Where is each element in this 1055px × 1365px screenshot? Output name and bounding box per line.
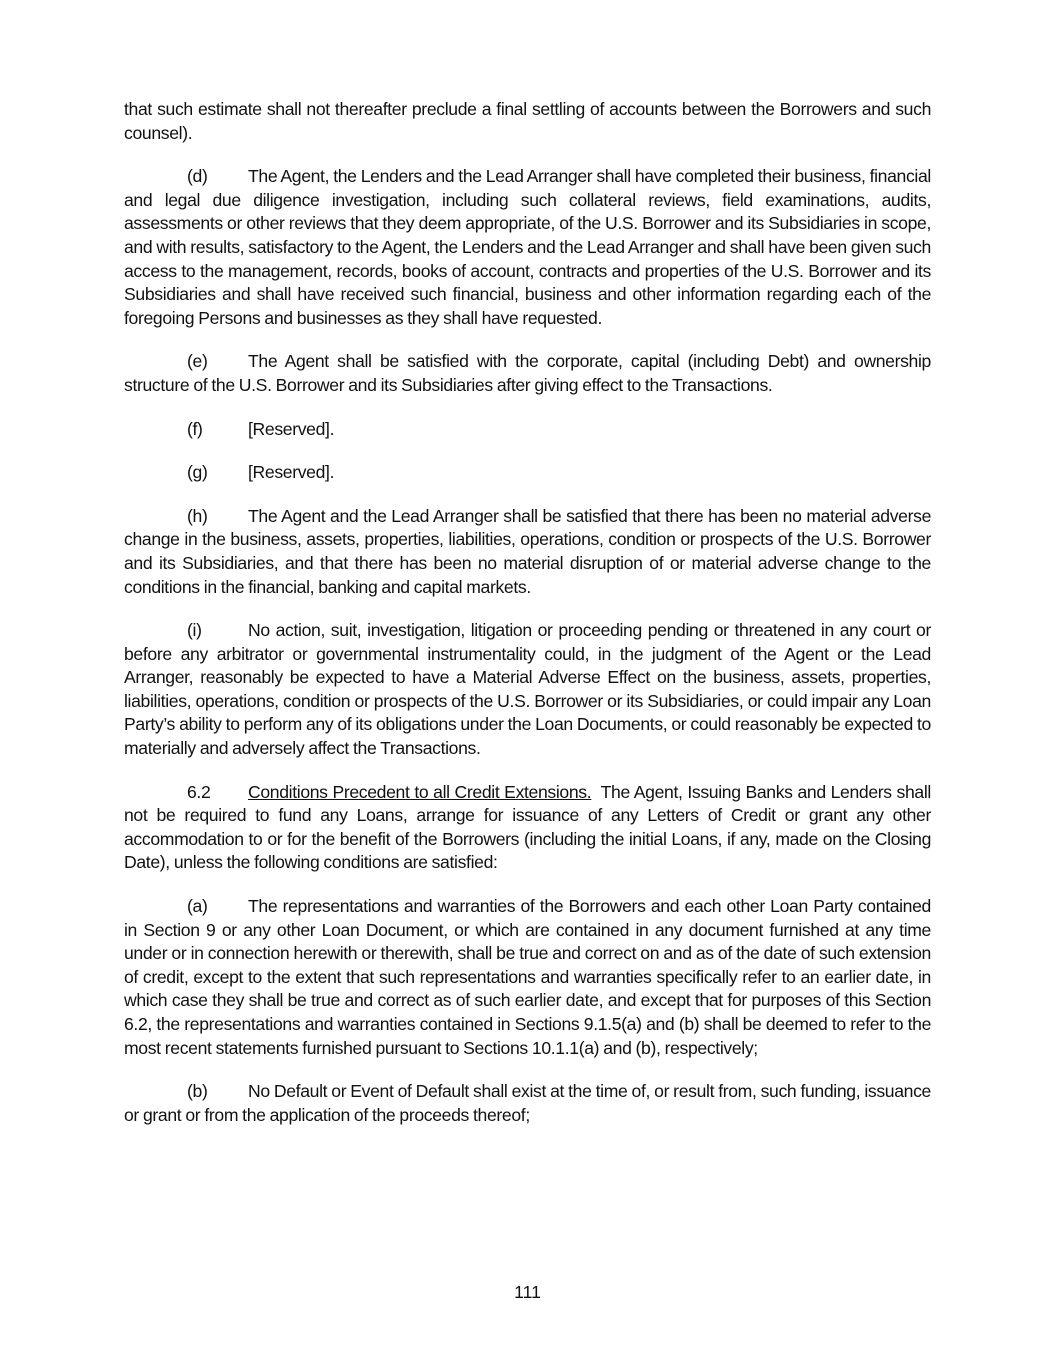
paragraph-text: The Agent shall be satisfied with the corporate, capital (including Debt) and ownership structure of the U.S. Borrower and its Subsidiaries after giving effect to the Transactions. <box>124 351 931 395</box>
paragraph-text: [Reserved]. <box>248 418 335 439</box>
paragraph-i <box>124 619 931 761</box>
section-6-2 <box>124 781 931 875</box>
paragraph-e <box>124 350 931 397</box>
paragraph-text: No action, suit, investigation, litigation or proceeding pending or threatened in any court or before any arbitrator or governmental instrumentality could, in the judgment of the Agent or the Lead Arranger, reasonably be expected to have a Material Adverse Effect on the business, assets, properties, liabilities, operations, condition or prospects of the U.S. Borrower or its Subsidiaries, or could impair any Loan Party’s ability to perform any of its obligations under the Loan Documents, or could reasonably be expected to materially and adversely affect the Transactions. <box>124 620 931 759</box>
paragraph-number: (a) <box>187 896 208 917</box>
paragraph-f <box>124 418 931 442</box>
paragraph-a <box>124 895 931 1060</box>
paragraph-number: (i) <box>187 620 202 641</box>
document-page <box>124 98 931 1147</box>
paragraph-h <box>124 505 931 599</box>
paragraph-number: (e) <box>187 351 208 372</box>
paragraph-text: The Agent, the Lenders and the Lead Arranger shall have completed their business, financial and legal due diligence investigation, including such collateral reviews, field examinations, audits, assessments or other reviews that they deem appropriate, of the U.S. Borrower and its Subsidiaries in scope, and with results, satisfactory to the Agent, the Lenders and the Lead Arranger and shall have been given such access to the management, records, books of account, contracts and properties of the U.S. Borrower and its Subsidiaries and shall have received such financial, business and other information regarding each of the foregoing Persons and businesses as they shall have requested. <box>124 166 931 328</box>
paragraph-text: [Reserved]. <box>248 462 335 483</box>
section-number: 6.2 <box>187 781 211 802</box>
paragraph-number: (b) <box>187 1081 208 1102</box>
paragraph-g <box>124 461 931 485</box>
section-text: The Agent, Issuing Banks and Lenders shall not be required to fund any Loans, arrange for issuance of any Letters of Credit or grant any other accommodation to or for the benefit of the Borrowers (including the initial Loans, if any, made on the Closing Date), unless the following conditions are satisfied: <box>124 781 931 873</box>
paragraph-text: The Agent and the Lead Arranger shall be satisfied that there has been no material adverse change in the business, assets, properties, liabilities, operations, condition or prospects of the U.S. Borrower and its Subsidiaries, and that there has been no material disruption of or material adverse change to the conditions in the financial, banking and capital markets. <box>124 505 931 597</box>
section-heading: Conditions Precedent to all Credit Extensions. <box>248 781 592 802</box>
paragraph-number: (d) <box>187 166 208 187</box>
intro-paragraph: that such estimate shall not thereafter preclude a final settling of accounts between the Borrowers and such counsel). <box>124 99 931 143</box>
paragraph-b <box>124 1080 931 1127</box>
paragraph-number: (f) <box>187 418 203 439</box>
paragraph-d <box>124 165 931 330</box>
paragraph-text: No Default or Event of Default shall exist at the time of, or result from, such funding, issuance or grant or from the application of the proceeds thereof; <box>124 1081 931 1125</box>
paragraph-number: (g) <box>187 462 208 483</box>
paragraph-text: The representations and warranties of the Borrowers and each other Loan Party contained in Section 9 or any other Loan Document, or which are contained in any document furnished at any time under or in connection herewith or therewith, shall be true and correct on and as of the date of such extension of credit, except to the extent that such representations and warranties specifically refer to an earlier date, in which case they shall be true and correct as of such earlier date, and except that for purposes of this Section 6.2, the representations and warranties contained in Sections 9.1.5(a) and (b) shall be deemed to refer to the most recent statements furnished pursuant to Sections 10.1.1(a) and (b), respectively; <box>124 896 931 1058</box>
page-number: 111 <box>514 1282 541 1302</box>
paragraph-number: (h) <box>187 505 208 526</box>
